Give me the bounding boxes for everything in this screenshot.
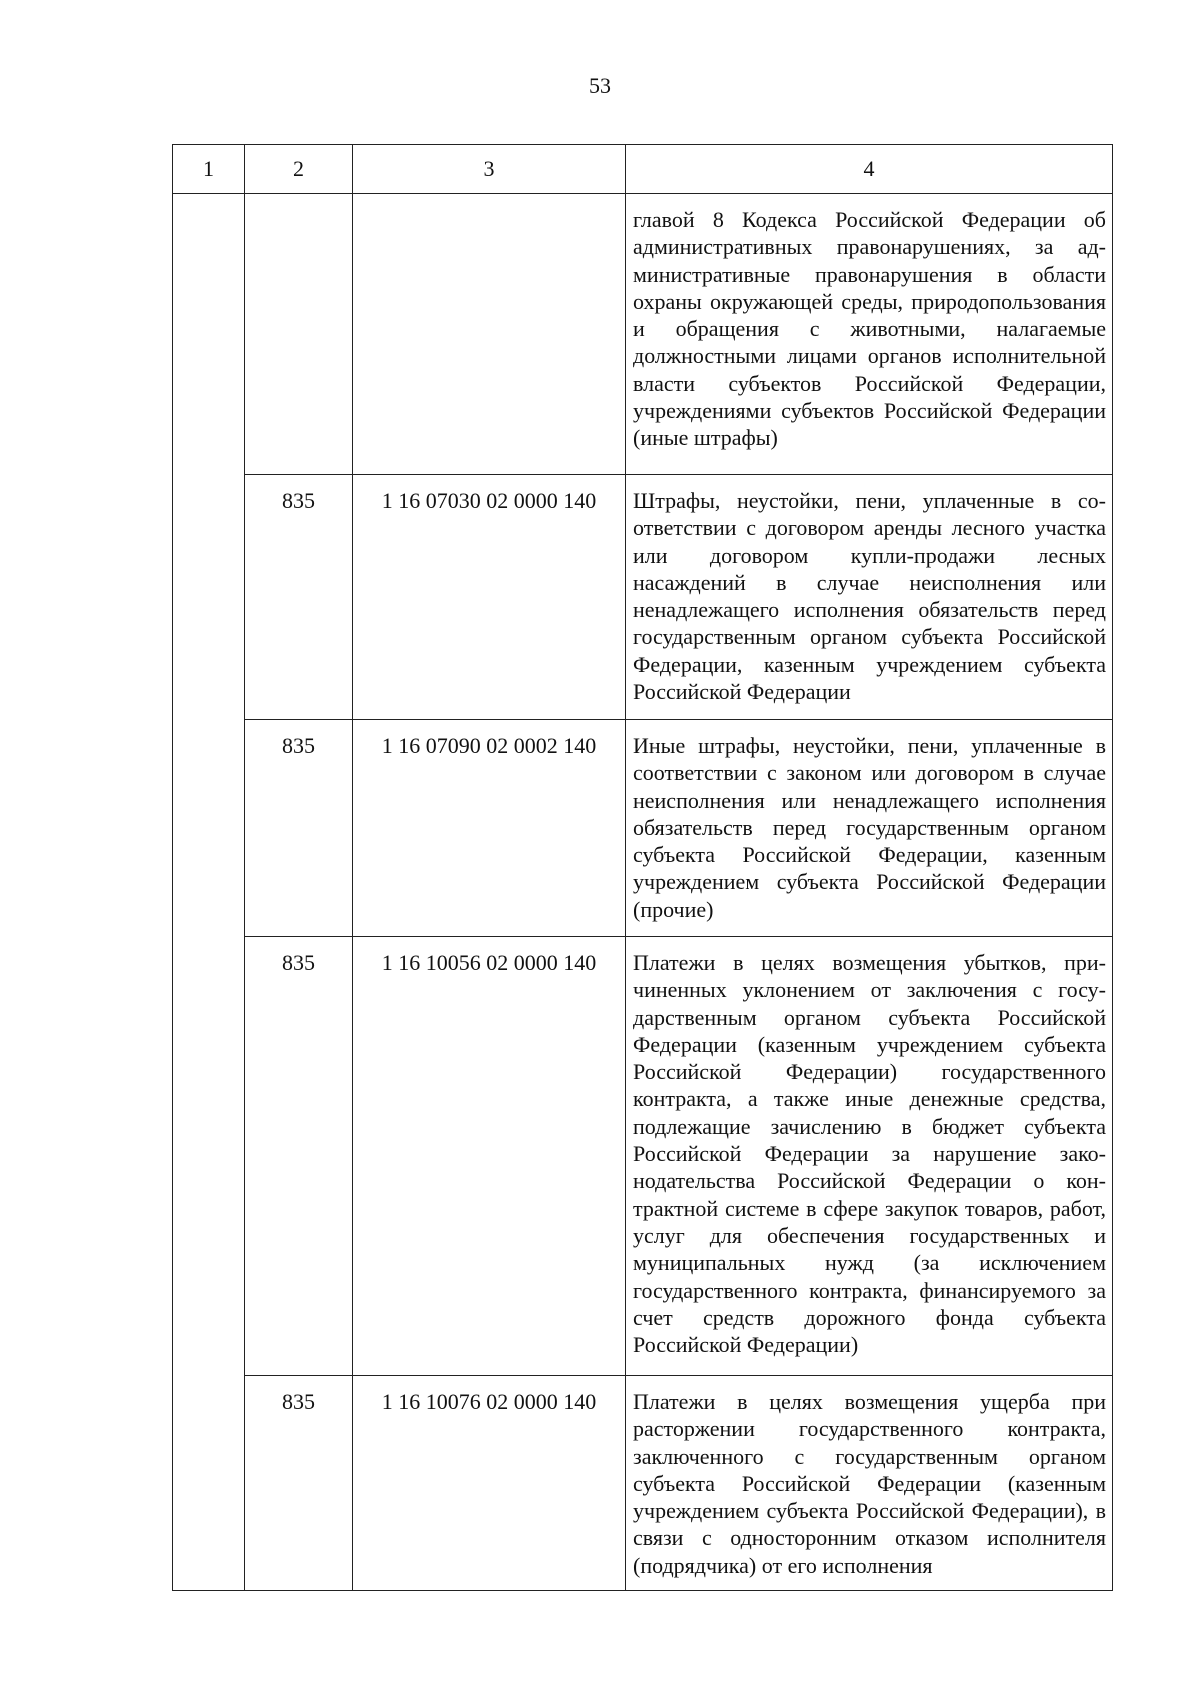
cell-col-1 bbox=[173, 937, 245, 1376]
table-row bbox=[173, 720, 1113, 937]
cell-admin-code: 835 bbox=[245, 1376, 353, 1591]
table-row bbox=[173, 194, 1113, 475]
cell-admin-code: 835 bbox=[245, 937, 353, 1376]
cell-col-1 bbox=[173, 194, 245, 475]
header-col-2: 2 bbox=[245, 145, 353, 194]
cell-description: Платежи в целях возмещения убытков, причиненных уклонением от заключения с государственным органом субъекта Российской Федерации (казенным учреждением субъекта Российской Федерации) государственного контракта, а также иные денежные средства, подлежащие зачислению в бюджет субъекта Российской Федерации за нарушение законодательства Российской Федерации о контрактной системе в сфере закупок товаров, работ, услуг для обеспечения государственных и муниципальных нужд (за исключением государственного контракта, финансируемого за счет средств дорожного фонда субъекта Российской Федерации) bbox=[626, 937, 1113, 1376]
cell-revenue-code: 1 16 10076 02 0000 140 bbox=[353, 1376, 626, 1591]
cell-description: Иные штрафы, неустойки, пени, уплаченные в соответствии с законом или договором в случае неисполнения или ненадлежащего исполнения обязательств перед государственным органом субъекта Российской Федерации, казенным учреждением субъекта Российской Федерации (прочие) bbox=[626, 720, 1113, 937]
header-col-1: 1 bbox=[173, 145, 245, 194]
revenue-codes-table bbox=[172, 144, 1113, 1591]
header-col-4: 4 bbox=[626, 145, 1113, 194]
cell-admin-code bbox=[245, 194, 353, 475]
table-row bbox=[173, 475, 1113, 720]
page-number: 53 bbox=[589, 73, 611, 98]
cell-revenue-code: 1 16 07030 02 0000 140 bbox=[353, 475, 626, 720]
table-header-row bbox=[173, 145, 1113, 194]
cell-col-1 bbox=[173, 1376, 245, 1591]
table-row bbox=[173, 937, 1113, 1376]
table-row bbox=[173, 1376, 1113, 1591]
cell-revenue-code: 1 16 10056 02 0000 140 bbox=[353, 937, 626, 1376]
cell-admin-code: 835 bbox=[245, 475, 353, 720]
cell-admin-code: 835 bbox=[245, 720, 353, 937]
cell-description: главой 8 Кодекса Российской Федерации об административных правонарушениях, за административные правонарушения в области охраны окружающей среды, природопользования и обращения с животными, налагаемые должностными лицами органов исполнительной власти субъектов Российской Федерации, учреждениями субъектов Российской Федерации (иные штрафы) bbox=[626, 194, 1113, 475]
header-col-3: 3 bbox=[353, 145, 626, 194]
cell-description: Платежи в целях возмещения ущерба при расторжении государственного контракта, заключенного с государственным органом субъекта Российской Федерации (казенным учреждением субъекта Российской Федерации), в связи с односторонним отказом исполнителя (подрядчика) от его исполнения bbox=[626, 1376, 1113, 1591]
cell-revenue-code: 1 16 07090 02 0002 140 bbox=[353, 720, 626, 937]
cell-col-1 bbox=[173, 475, 245, 720]
cell-description: Штрафы, неустойки, пени, уплаченные в соответствии с договором аренды лесного участка или договором купли-продажи лесных насаждений в случае неисполнения или ненадлежащего исполнения обязательств перед государственным органом субъекта Российской Федерации, казенным учреждением субъекта Российской Федерации bbox=[626, 475, 1113, 720]
cell-revenue-code bbox=[353, 194, 626, 475]
cell-col-1 bbox=[173, 720, 245, 937]
